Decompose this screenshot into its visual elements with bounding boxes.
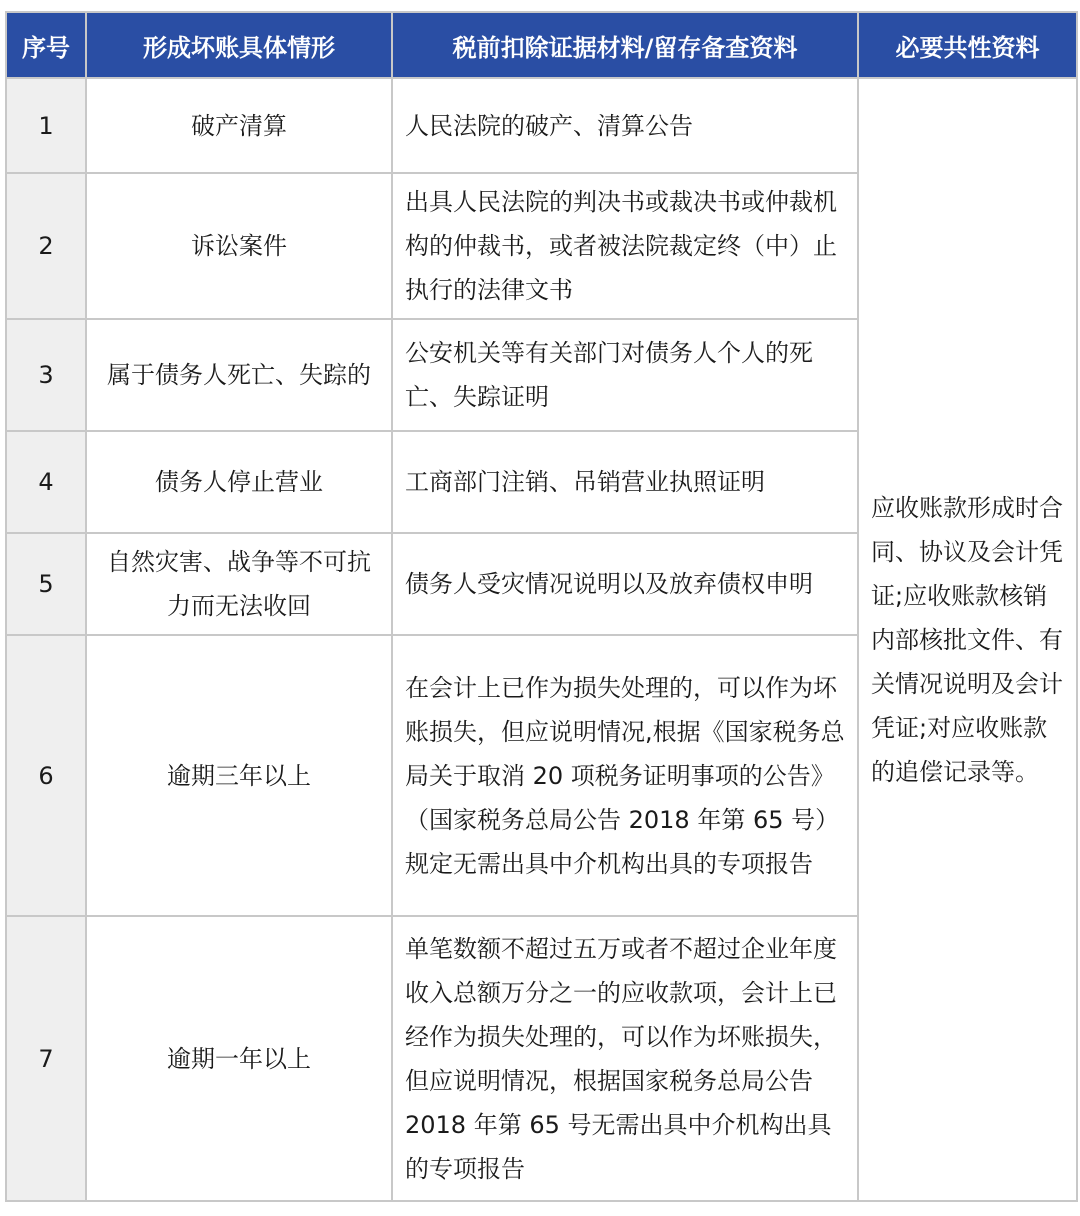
row-evidence bbox=[392, 916, 858, 1201]
evidence-text: 出具人民法院的判决书或裁决书或仲裁机构的仲裁书，或者被法院裁定终（中）止执行的法律文书 bbox=[405, 188, 837, 304]
evidence-text: 公安机关等有关部门对债务人个人的死亡、失踪证明 bbox=[405, 339, 813, 411]
row-no: 3 bbox=[6, 319, 86, 431]
row-case bbox=[86, 78, 392, 173]
row-evidence bbox=[392, 78, 858, 173]
row-evidence bbox=[392, 319, 858, 431]
case-text: 属于债务人死亡、失踪的 bbox=[107, 361, 371, 389]
header-row bbox=[6, 12, 1077, 78]
row-no: 4 bbox=[6, 431, 86, 533]
row-case bbox=[86, 635, 392, 916]
case-text: 逾期一年以上 bbox=[167, 1044, 311, 1073]
row-evidence bbox=[392, 431, 858, 533]
common-materials-text: 应收账款形成时合同、协议及会计凭证;应收账款核销内部核批文件、有关情况说明及会计凭证;对应收账款的追偿记录等。 bbox=[871, 493, 1063, 786]
row-case bbox=[86, 533, 392, 635]
row-case bbox=[86, 431, 392, 533]
header-common: 必要共性资料 bbox=[858, 12, 1077, 78]
row-evidence bbox=[392, 173, 858, 319]
row-no: 5 bbox=[6, 533, 86, 635]
header-no: 序号 bbox=[6, 12, 86, 78]
common-materials-cell bbox=[858, 78, 1077, 1201]
row-case bbox=[86, 916, 392, 1201]
evidence-text: 人民法院的破产、清算公告 bbox=[405, 111, 693, 140]
case-text: 逾期三年以上 bbox=[167, 761, 311, 790]
header-evidence: 税前扣除证据材料/留存备查资料 bbox=[392, 12, 858, 78]
bad-debt-evidence-table bbox=[5, 11, 1078, 1202]
row-no: 2 bbox=[6, 173, 86, 319]
case-text: 诉讼案件 bbox=[191, 232, 287, 260]
row-case bbox=[86, 319, 392, 431]
case-text: 债务人停止营业 bbox=[155, 468, 323, 496]
row-no: 7 bbox=[6, 916, 86, 1201]
row-no: 1 bbox=[6, 78, 86, 173]
header-case: 形成坏账具体情形 bbox=[86, 12, 392, 78]
table-row bbox=[6, 78, 1077, 173]
row-evidence bbox=[392, 635, 858, 916]
evidence-text: 债务人受灾情况说明以及放弃债权申明 bbox=[405, 570, 813, 598]
case-text: 自然灾害、战争等不可抗力而无法收回 bbox=[107, 548, 371, 620]
row-evidence bbox=[392, 533, 858, 635]
row-no: 6 bbox=[6, 635, 86, 916]
evidence-text: 在会计上已作为损失处理的，可以作为坏账损失，但应说明情况,根据《国家税务总局关于取消 20 项税务证明事项的公告》（国家税务总局公告 2018 年第 65 号）规定无需出具中介机构出具的专项报告 bbox=[405, 673, 845, 878]
row-case bbox=[86, 173, 392, 319]
evidence-text: 单笔数额不超过五万或者不超过企业年度收入总额万分之一的应收款项，会计上已经作为损失处理的，可以作为坏账损失，但应说明情况，根据国家税务总局公告 2018 年第 65 号无需出具中介机构出具的专项报告 bbox=[405, 934, 837, 1183]
evidence-text: 工商部门注销、吊销营业执照证明 bbox=[405, 468, 765, 496]
case-text: 破产清算 bbox=[191, 111, 287, 140]
